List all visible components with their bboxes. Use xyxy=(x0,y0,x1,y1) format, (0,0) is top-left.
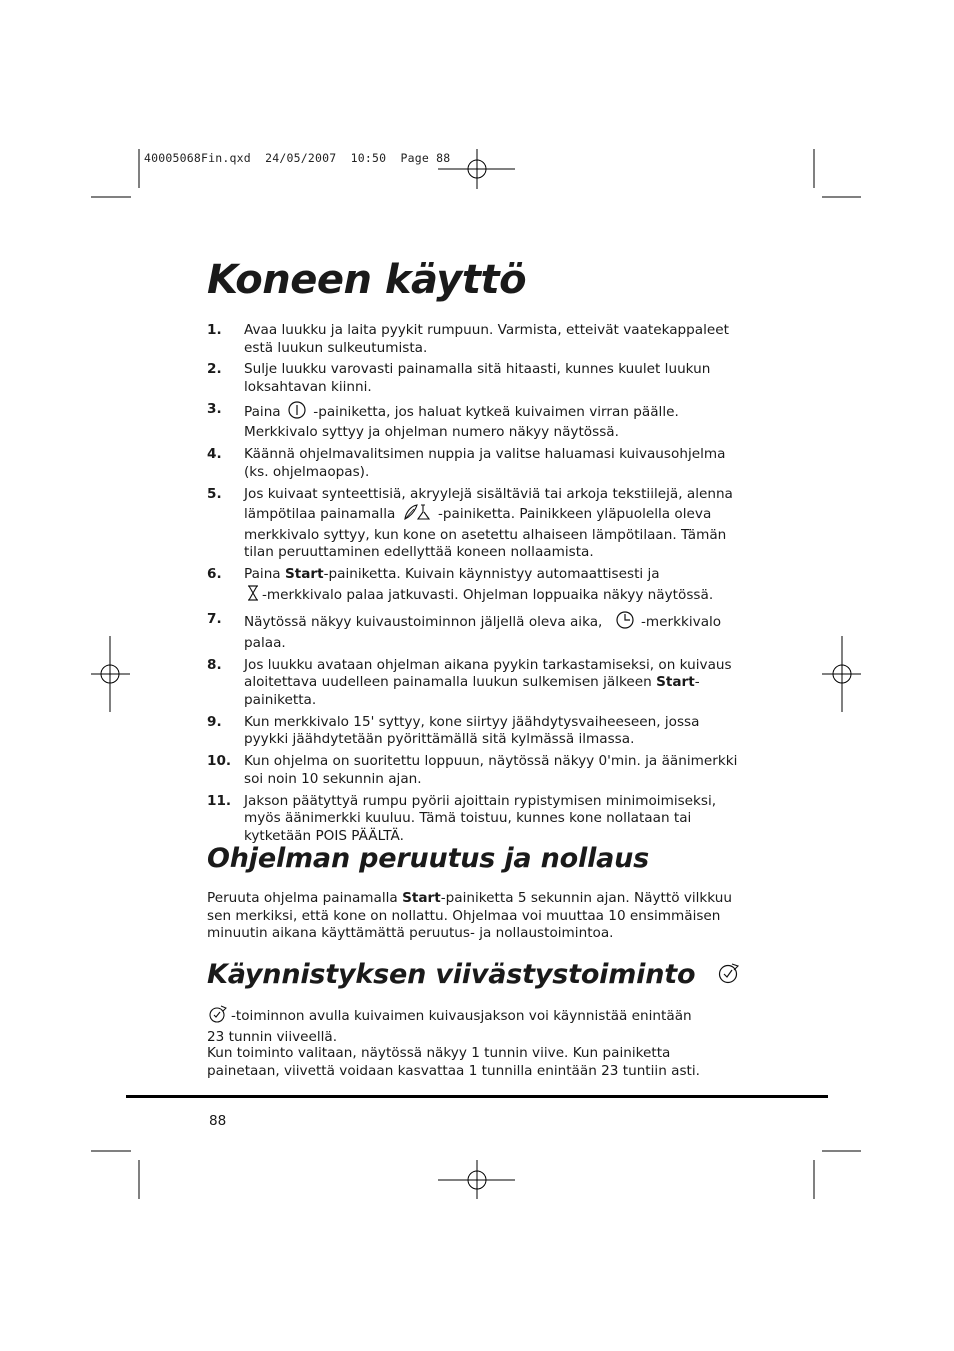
list-item xyxy=(207,714,747,749)
step-text: Kun ohjelma on suoritettu loppuun, näytössä näkyy 0'min. ja äänimerkki soi noin 10 sekunnin ajan. xyxy=(244,753,738,787)
step-number: 1. xyxy=(207,322,222,338)
cancel-text-post: -painiketta 5 sekunnin ajan. Näyttö vilkkuu sen merkiksi, että kone on nollattu. Ohjelmaa voi muuttaa 10 ensimmäisen minuutin aikana käyttämättä peruutus- ja nollaustoimintoa. xyxy=(207,890,732,942)
step-text xyxy=(244,566,747,607)
step-text: Käännä ohjelmavalitsimen nuppia ja valitse haluamasi kuivausohjelma (ks. ohjelmaopas). xyxy=(244,446,726,480)
list-item xyxy=(207,361,747,396)
step-text-pre: Paina xyxy=(244,403,281,420)
step-text: Jakson päätyttyä rumpu pyörii ajoittain rypistymisen minimoimiseksi, myös äänimerkki kuuluu. Tämä toistuu, kunnes kone nollataan tai kytketään POIS PÄÄLTÄ. xyxy=(244,792,717,844)
step-text-mid: -painiketta. Kuivain käynnistyy automaattisesti ja xyxy=(323,566,660,583)
hourglass-icon xyxy=(246,584,260,608)
step-text-pre: Paina xyxy=(244,566,281,583)
step-text: Kun merkkivalo 15' syttyy, kone siirtyy jäähdytysvaiheeseen, jossa pyykki jäähdytetään pyörittämällä sitä kylmässä ilmassa. xyxy=(244,713,700,748)
step-number: 7. xyxy=(207,611,222,628)
clock-icon xyxy=(615,611,635,635)
delay-paragraph-1 xyxy=(207,1005,707,1046)
step-text-pre: Jos kuivaat synteettisiä, akryylejä sisältäviä tai arkoja tekstiilejä, alenna lämpötilaa painamalla xyxy=(244,485,733,523)
step-text: Sulje luukku varovasti painamalla sitä hitaasti, kunnes kuulet luukun loksahtavan kiinni. xyxy=(244,361,711,395)
step-number: 5. xyxy=(207,485,222,502)
power-icon xyxy=(287,401,307,425)
step-text-post: -painiketta. xyxy=(244,674,700,708)
list-item xyxy=(207,322,747,357)
step-number: 11. xyxy=(207,792,232,809)
delay-paragraph-2: Kun toiminto valitaan, näytössä näkyy 1 tunnin viive. Kun painiketta painetaan, viivettä voidaan kasvattaa 1 tunnilla enintään 23 tuntiin asti. xyxy=(207,1045,700,1079)
step-text xyxy=(244,401,747,442)
footer-rule xyxy=(126,1095,828,1098)
list-item xyxy=(207,753,747,788)
print-slug: 40005068Fin.qxd 24/05/2007 10:50 Page 88 xyxy=(144,151,451,165)
step-number: 8. xyxy=(207,656,222,673)
list-item xyxy=(207,401,747,442)
step-number: 6. xyxy=(207,566,222,583)
delay-heading-row xyxy=(207,959,741,991)
delay-text-1: -toiminnon avulla kuivaimen kuivausjakson voi käynnistää enintään 23 tunnin viiveellä. xyxy=(207,1008,692,1045)
step-text-post: -painiketta. Painikkeen yläpuolella oleva merkkivalo syttyy, kun kone on asetettu alhaiseen lämpötilaan. Tämän tilan peruuttaminen edellyttää koneen nollaamista. xyxy=(244,506,727,561)
cancel-text-pre: Peruuta ohjelma painamalla xyxy=(207,890,398,906)
step-number: 10. xyxy=(207,753,232,770)
list-item xyxy=(207,793,747,846)
step-text-bold: Start xyxy=(284,566,324,583)
section-heading-delay: Käynnistyksen viivästystoiminto xyxy=(207,959,696,990)
page-number: 88 xyxy=(209,1113,227,1129)
step-text-pre: Jos luukku avataan ohjelman aikana pyykin tarkastamiseksi, on kuivaus aloitettava uudelleen painamalla luukun sulkemisen jälkeen xyxy=(244,656,732,691)
section-heading-cancel: Ohjelman peruutus ja nollaus xyxy=(207,843,650,874)
step-text: Avaa luukku ja laita pyykit rumpuun. Varmista, etteivät vaatekappaleet estä luukun sulkeutumista. xyxy=(244,322,729,356)
step-text-post: -merkkivalo palaa jatkuvasti. Ohjelman loppuaika näkyy näytössä. xyxy=(262,586,714,603)
cancel-paragraph xyxy=(207,890,737,943)
delay-timer-icon xyxy=(717,962,741,988)
step-text-post: -painiketta, jos haluat kytkeä kuivaimen virran päälle. Merkkivalo syttyy ja ohjelman numero näkyy näytössä. xyxy=(244,403,679,441)
list-item xyxy=(207,446,747,481)
step-number: 4. xyxy=(207,446,222,463)
steps-list xyxy=(207,322,747,850)
low-heat-icon xyxy=(402,503,432,527)
step-text xyxy=(244,486,747,562)
cancel-text-bold: Start xyxy=(402,890,441,906)
step-text-pre: Näytössä näkyy kuivaustoiminnon jäljellä oleva aika, xyxy=(244,614,603,631)
step-text-bold: Start xyxy=(656,674,695,691)
list-item xyxy=(207,657,747,710)
step-number: 2. xyxy=(207,361,222,378)
step-text-post: -merkkivalo palaa. xyxy=(244,614,722,652)
page-title: Koneen käyttö xyxy=(207,257,527,303)
step-number: 3. xyxy=(207,400,222,417)
step-text xyxy=(244,657,747,710)
step-number: 9. xyxy=(207,713,222,730)
list-item xyxy=(207,486,747,562)
list-item xyxy=(207,611,747,652)
step-text xyxy=(244,611,747,652)
list-item xyxy=(207,566,747,607)
delay-timer-icon xyxy=(207,1005,229,1029)
